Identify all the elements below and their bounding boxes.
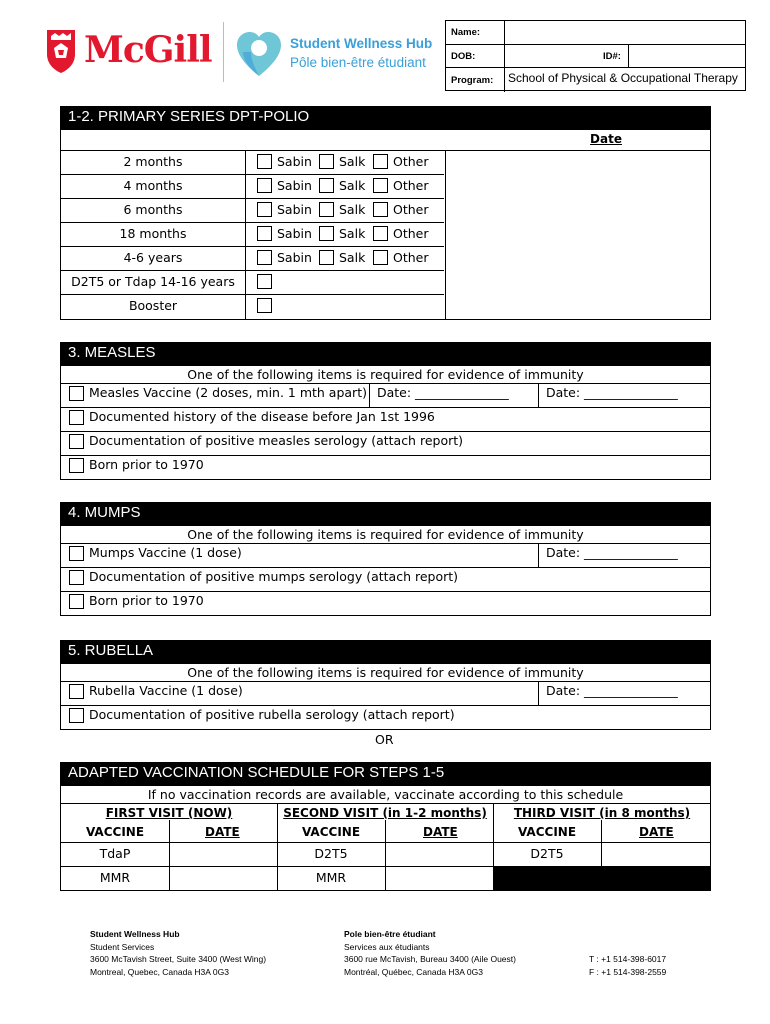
- footer-en-line2: 3600 McTavish Street, Suite 3400 (West Wing): [90, 954, 267, 964]
- measles-vaccine-label: Measles Vaccine (2 doses, min. 1 mth apart): [89, 385, 367, 400]
- footer-fr-title: Pole bien-être étudiant: [344, 929, 436, 939]
- polio-row-rule: [61, 270, 444, 271]
- swh-name-fr: Pôle bien-être étudiant: [290, 55, 426, 70]
- salk-label: Salk: [339, 250, 366, 265]
- divider: [538, 543, 539, 567]
- mumps-born-checkbox[interactable]: [69, 594, 84, 609]
- rubella-subtitle: One of the following items is required for evidence of immunity: [187, 665, 584, 680]
- polio-row-label: 4 months: [123, 178, 183, 193]
- mcgill-shield-icon: [46, 28, 76, 74]
- polio-checkbox[interactable]: [257, 274, 272, 289]
- sabin-checkbox[interactable]: [257, 202, 272, 217]
- third-visit-header: THIRD VISIT (in 8 months): [513, 806, 691, 820]
- rule: [61, 803, 710, 804]
- footer-fr-line2: 3600 rue McTavish, Bureau 3400 (Aile Ouest): [344, 954, 516, 964]
- mumps-date[interactable]: Date: _______________: [546, 545, 678, 560]
- rule: [61, 543, 710, 544]
- divider: [538, 383, 539, 407]
- footer-fr-line3: Montréal, Québec, Canada H3A 0G3: [344, 966, 483, 977]
- program-field[interactable]: [504, 68, 745, 92]
- other-label: Other: [393, 250, 429, 265]
- measles-table: [60, 366, 711, 480]
- adapted-table: [60, 786, 711, 891]
- polio-row-label: 6 months: [123, 202, 183, 217]
- header-divider: [223, 22, 224, 82]
- polio-row-rule: [61, 246, 444, 247]
- footer-en-line1: Student Services: [90, 941, 155, 952]
- mumps-vaccine-checkbox[interactable]: [69, 546, 84, 561]
- student-info-table: [445, 20, 746, 91]
- id-label: ID#:: [603, 51, 621, 62]
- student-wellness-hub-logo: [234, 28, 434, 78]
- measles-born-checkbox[interactable]: [69, 458, 84, 473]
- sabin-checkbox[interactable]: [257, 178, 272, 193]
- sabin-checkbox[interactable]: [257, 226, 272, 241]
- rule: [61, 407, 710, 408]
- footer-en-line3: Montreal, Quebec, Canada H3A 0G3: [90, 966, 229, 977]
- mumps-section-title: 4. MUMPS: [60, 502, 711, 526]
- rule: [61, 455, 710, 456]
- rubella-serology-label: Documentation of positive rubella serology (attach report): [89, 707, 455, 722]
- polio-date-field[interactable]: [446, 246, 710, 270]
- salk-label: Salk: [339, 226, 366, 241]
- footer-fax: F : +1 514-398-2559: [589, 966, 667, 977]
- measles-subtitle: One of the following items is required for evidence of immunity: [187, 367, 584, 382]
- mumps-born-label: Born prior to 1970: [89, 593, 204, 608]
- measles-serology-checkbox[interactable]: [69, 434, 84, 449]
- rule: [61, 591, 710, 592]
- polio-date-field[interactable]: [446, 150, 710, 174]
- v2-vaccine-1: D2T5: [314, 846, 348, 861]
- v3-vaccine-header: VACCINE: [517, 825, 577, 839]
- other-label: Other: [393, 226, 429, 241]
- dob-field[interactable]: [504, 45, 599, 67]
- polio-date-field[interactable]: [446, 198, 710, 222]
- mumps-serology-label: Documentation of positive mumps serology (attach report): [89, 569, 459, 584]
- measles-serology-label: Documentation of positive measles serology (attach report): [89, 433, 464, 448]
- polio-date-field[interactable]: [446, 222, 710, 246]
- salk-label: Salk: [339, 154, 366, 169]
- footer-en-title: Student Wellness Hub: [90, 929, 180, 939]
- sabin-checkbox[interactable]: [257, 154, 272, 169]
- rubella-table: [60, 664, 711, 730]
- rule: [61, 705, 710, 706]
- sabin-label: Sabin: [277, 250, 312, 265]
- salk-checkbox[interactable]: [319, 178, 334, 193]
- rubella-serology-checkbox[interactable]: [69, 708, 84, 723]
- sabin-label: Sabin: [277, 226, 312, 241]
- name-row: [446, 21, 745, 45]
- polio-row-rule: [61, 198, 444, 199]
- other-checkbox[interactable]: [373, 250, 388, 265]
- rule: [61, 383, 710, 384]
- v3-date-header: DATE: [639, 825, 674, 839]
- name-field[interactable]: [504, 21, 745, 44]
- polio-date-field[interactable]: [446, 294, 710, 318]
- polio-row-label: D2T5 or Tdap 14-16 years: [71, 274, 235, 289]
- sabin-checkbox[interactable]: [257, 250, 272, 265]
- sabin-label: Sabin: [277, 154, 312, 169]
- measles-date1[interactable]: Date: _______________: [377, 385, 509, 400]
- id-field[interactable]: [628, 45, 745, 67]
- other-label: Other: [393, 178, 429, 193]
- rule: [61, 681, 710, 682]
- mumps-vaccine-label: Mumps Vaccine (1 dose): [89, 545, 242, 560]
- measles-history-label: Documented history of the disease before Jan 1st 1996: [89, 409, 435, 424]
- footer-fr: [344, 928, 516, 978]
- polio-row-label: 18 months: [119, 226, 187, 241]
- polio-section-title: 1-2. PRIMARY SERIES DPT-POLIO: [60, 106, 711, 130]
- polio-checkbox[interactable]: [257, 298, 272, 313]
- program-label: Program:: [451, 75, 494, 86]
- v3-vaccine-1: D2T5: [530, 846, 564, 861]
- salk-label: Salk: [339, 202, 366, 217]
- mcgill-logo: [46, 28, 226, 74]
- rule: [61, 431, 710, 432]
- v1-vaccine-2: MMR: [99, 870, 131, 885]
- polio-date-field[interactable]: [446, 174, 710, 198]
- polio-row-label: Booster: [128, 298, 178, 313]
- measles-born-label: Born prior to 1970: [89, 457, 204, 472]
- polio-row-label: 4-6 years: [123, 250, 183, 265]
- mumps-subtitle: One of the following items is required for evidence of immunity: [187, 527, 584, 542]
- polio-row-rule: [61, 222, 444, 223]
- second-visit-header: SECOND VISIT (in 1-2 months): [283, 806, 487, 820]
- divider: [369, 383, 370, 407]
- measles-section-title: 3. MEASLES: [60, 342, 711, 366]
- polio-date-header: Date: [590, 132, 622, 146]
- other-checkbox[interactable]: [373, 226, 388, 241]
- v2-vaccine-2: MMR: [315, 870, 347, 885]
- name-label: Name:: [451, 27, 481, 38]
- polio-date-field[interactable]: [446, 270, 710, 294]
- other-checkbox[interactable]: [373, 202, 388, 217]
- rubella-vaccine-label: Rubella Vaccine (1 dose): [89, 683, 243, 698]
- polio-row-rule: [61, 294, 444, 295]
- rubella-vaccine-checkbox[interactable]: [69, 684, 84, 699]
- salk-checkbox[interactable]: [319, 154, 334, 169]
- measles-history-checkbox[interactable]: [69, 410, 84, 425]
- swh-name-en: Student Wellness Hub: [290, 36, 433, 51]
- first-visit-header: FIRST VISIT (NOW): [105, 806, 233, 820]
- mcgill-wordmark: McGill: [84, 29, 212, 71]
- footer-fr-line1: Services aux étudiants: [344, 941, 430, 952]
- rubella-date[interactable]: Date: _______________: [546, 683, 678, 698]
- salk-label: Salk: [339, 178, 366, 193]
- polio-row-rule: [61, 174, 444, 175]
- salk-checkbox[interactable]: [319, 250, 334, 265]
- adapted-section-title: ADAPTED VACCINATION SCHEDULE FOR STEPS 1-5: [60, 762, 711, 786]
- salk-checkbox[interactable]: [319, 226, 334, 241]
- adapted-subtitle: If no vaccination records are available, vaccinate according to this schedule: [147, 787, 624, 802]
- polio-row-label: 2 months: [123, 154, 183, 169]
- polio-table: [60, 130, 711, 320]
- footer-en: [90, 928, 266, 978]
- v1-vaccine-1: TdaP: [99, 846, 131, 861]
- footer-contact: [589, 953, 666, 978]
- other-checkbox[interactable]: [373, 154, 388, 169]
- divider: [385, 820, 386, 890]
- measles-date2[interactable]: Date: _______________: [546, 385, 678, 400]
- other-label: Other: [393, 154, 429, 169]
- v1-date-header: DATE: [205, 825, 240, 839]
- rule: [61, 567, 710, 568]
- rubella-section-title: 5. RUBELLA: [60, 640, 711, 664]
- v2-vaccine-header: VACCINE: [301, 825, 361, 839]
- divider: [169, 820, 170, 890]
- other-checkbox[interactable]: [373, 178, 388, 193]
- program-row: [446, 68, 745, 92]
- footer-phone: T : +1 514-398-6017: [589, 954, 667, 964]
- v3-blocked-date-cell: [602, 867, 711, 890]
- dob-label: DOB:: [451, 51, 476, 62]
- divider: [538, 681, 539, 705]
- v2-date-header: DATE: [423, 825, 458, 839]
- measles-vaccine-checkbox[interactable]: [69, 386, 84, 401]
- v1-vaccine-header: VACCINE: [85, 825, 145, 839]
- program-value: School of Physical & Occupational Therapy: [508, 71, 738, 85]
- mumps-table: [60, 526, 711, 616]
- sabin-label: Sabin: [277, 202, 312, 217]
- dob-row: [446, 45, 745, 68]
- other-label: Other: [393, 202, 429, 217]
- sabin-label: Sabin: [277, 178, 312, 193]
- salk-checkbox[interactable]: [319, 202, 334, 217]
- heart-pin-icon: [234, 30, 284, 78]
- v3-blocked-vaccine-cell: [494, 867, 601, 890]
- or-separator: OR: [375, 732, 394, 747]
- mumps-serology-checkbox[interactable]: [69, 570, 84, 585]
